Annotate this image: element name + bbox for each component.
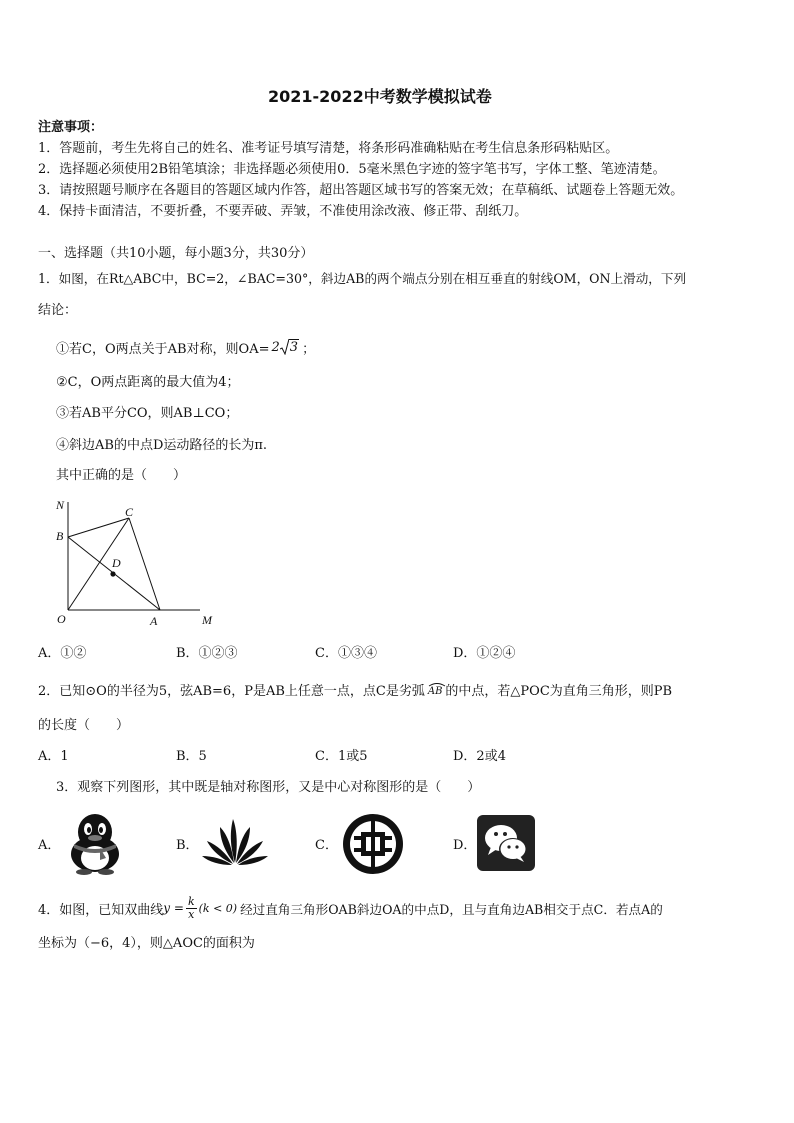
q2-stem-line1 bbox=[38, 680, 672, 698]
q4-fraction bbox=[186, 896, 197, 921]
q2-option-c[interactable]: C．1或5 bbox=[315, 749, 368, 764]
q1-s1-coef: 2 bbox=[271, 339, 280, 355]
chat-bubbles-icon bbox=[477, 815, 535, 871]
label-b: B bbox=[56, 529, 64, 543]
page-title: 2021-2022中考数学模拟试卷 bbox=[268, 87, 492, 106]
segment-ca bbox=[129, 518, 160, 610]
sqrt-symbol bbox=[280, 339, 299, 355]
q1-stem-line2: 结论： bbox=[38, 303, 78, 318]
q1-option-b[interactable]: B．①②③ bbox=[176, 646, 238, 661]
q2-stem-line2: 的长度（ ） bbox=[38, 718, 130, 733]
note-item: 3．请按照题号顺序在各题目的答题区域内作答，超出答题区域书写的答案无效；在草稿纸、试题卷上答题无效。 bbox=[38, 183, 684, 198]
label-m: M bbox=[202, 613, 212, 627]
penguin-icon bbox=[62, 810, 128, 876]
q2-option-d[interactable]: D．2或4 bbox=[453, 749, 506, 764]
petal-fan-icon bbox=[200, 815, 270, 871]
q2-option-a[interactable]: A．1 bbox=[38, 749, 69, 764]
coin-emblem-icon bbox=[340, 812, 406, 876]
q2-stem-text-2: 的中点，若△POC为直角三角形，则PB bbox=[445, 683, 673, 699]
note-item: 2．选择题必须使用2B铅笔填涂；非选择题必须使用0．5毫米黑色字迹的签字笔书写，字体工整、笔迹清楚。 bbox=[38, 162, 666, 177]
point-d bbox=[110, 571, 115, 576]
q1-statement-3: ③若AB平分CO，则AB⊥CO； bbox=[56, 406, 239, 421]
segment-bc bbox=[68, 518, 129, 537]
q4-stem-text: 4．如图，已知双曲线 bbox=[38, 902, 164, 918]
arc-mark-icon bbox=[428, 682, 446, 687]
radical-sign-icon bbox=[280, 339, 289, 355]
q4-stem-line1 bbox=[38, 888, 663, 928]
q4-condition: (k < 0) bbox=[198, 901, 238, 915]
notes-heading: 注意事项： bbox=[38, 120, 104, 135]
label-d: D bbox=[112, 556, 121, 570]
q3-option-b-label[interactable]: B． bbox=[176, 838, 199, 853]
q1-statement-2: ②C，O两点距离的最大值为4； bbox=[56, 375, 240, 390]
q2-option-b[interactable]: B．5 bbox=[176, 749, 207, 764]
q1-s1-radicand: 3 bbox=[289, 340, 299, 355]
q3-option-c-label[interactable]: C． bbox=[315, 838, 338, 853]
q4-stem-text-2: 经过直角三角形OAB斜边OA的中点D，且与直角边AB相交于点C．若点A的 bbox=[240, 901, 663, 917]
q1-question: 其中正确的是（ ） bbox=[56, 468, 187, 483]
q1-s1-end: ； bbox=[302, 341, 316, 357]
q3-option-d-label[interactable]: D． bbox=[453, 838, 477, 853]
q1-statement-4: ④斜边AB的中点D运动路径的长为π. bbox=[56, 438, 268, 453]
q1-s1-text: ①若C，O两点关于AB对称，则OA= bbox=[56, 341, 270, 357]
q1-option-a[interactable]: A．①② bbox=[38, 646, 87, 661]
q1-option-c[interactable]: C．①③④ bbox=[315, 646, 377, 661]
q4-stem-line2: 坐标为（−6，4），则△AOC的面积为 bbox=[38, 936, 255, 951]
fraction-denominator: x bbox=[188, 907, 195, 921]
arc-ab bbox=[428, 682, 443, 697]
note-item: 1．答题前，考生先将自己的姓名、准考证号填写清楚，将条形码准确粘贴在考生信息条形码粘贴区。 bbox=[38, 141, 619, 156]
fraction-numerator: k bbox=[187, 894, 195, 908]
q1-option-d[interactable]: D．①②④ bbox=[453, 646, 516, 661]
q1-statement-1 bbox=[56, 338, 315, 356]
arc-label: AB bbox=[427, 685, 443, 697]
q1-stem-line1: 1．如图，在Rt△ABC中，BC=2，∠BAC=30°，斜边AB的两个端点分别在相互垂直的射线OM，ON上滑动，下列 bbox=[38, 271, 687, 286]
label-o: O bbox=[57, 612, 66, 626]
label-a: A bbox=[150, 614, 158, 628]
q3-stem: 3．观察下列图形，其中既是轴对称图形，又是中心对称图形的是（ ） bbox=[56, 780, 481, 795]
label-c: C bbox=[125, 505, 134, 519]
q2-stem-text: 2．已知⊙O的半径为5，弦AB=6，P是AB上任意一点，点C是劣弧 bbox=[38, 683, 425, 699]
q1-figure bbox=[50, 496, 230, 628]
section-heading: 一、选择题（共10小题，每小题3分，共30分） bbox=[38, 246, 314, 261]
q3-option-a-label[interactable]: A． bbox=[38, 838, 61, 853]
q4-y-eq: y = bbox=[163, 901, 184, 915]
label-n: N bbox=[56, 498, 65, 512]
note-item: 4．保持卡面清洁，不要折叠，不要弄破、弄皱，不准使用涂改液、修正带、刮纸刀。 bbox=[38, 204, 528, 219]
